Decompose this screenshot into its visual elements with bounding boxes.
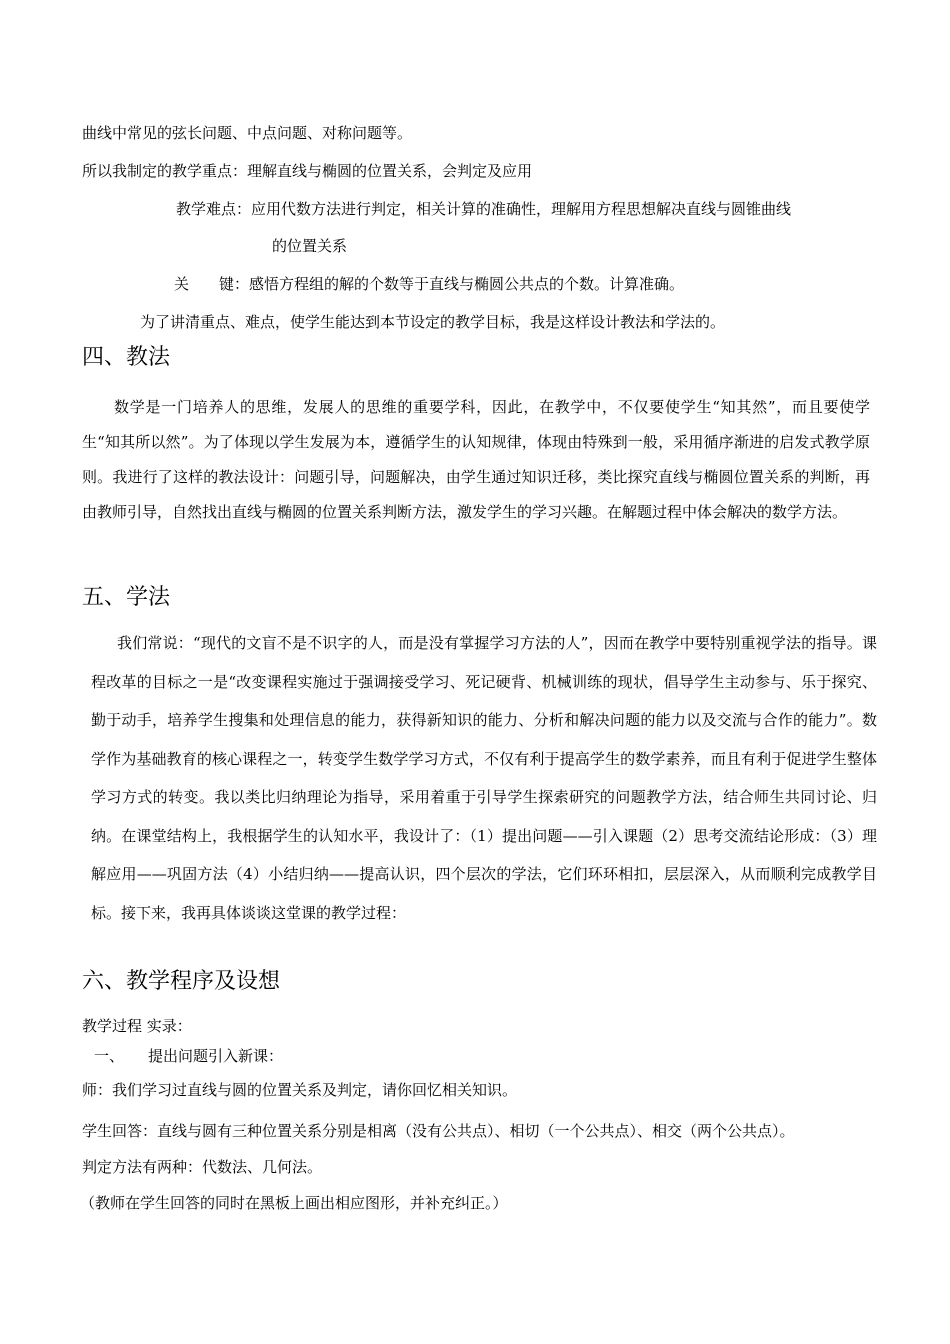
- section-4-title: 四、教法: [82, 345, 171, 370]
- key-text: 感悟方程组的解的个数等于直线与椭圆公共点的个数。计算准确。: [249, 275, 685, 293]
- process-label: 教学过程 实录：: [82, 1017, 192, 1035]
- key-label: 关 键：: [174, 275, 250, 293]
- difficulty-line-2: 的位置关系: [272, 237, 348, 255]
- step-1-text: 提出问题引入新课：: [148, 1047, 284, 1065]
- section-6-title: 六、教学程序及设想: [82, 969, 281, 994]
- difficulty-line-1: 教学难点：应用代数方法进行判定，相关计算的准确性，理解用方程思想解决直线与圆锥曲线: [176, 200, 792, 218]
- key-line: [174, 274, 684, 294]
- student-answer-line-2: 判定方法有两种：代数法、几何法。: [82, 1158, 323, 1176]
- transition-line: 为了讲清重点、难点，使学生能达到本节设定的教学目标，我是这样设计教法和学法的。: [140, 313, 726, 331]
- step-1-number: 一、: [94, 1047, 125, 1065]
- section-4-body: 数学是一门培养人的思维，发展人的思维的重要学科，因此，在教学中，不仅要使学生“知其然”，而且要使学生“知其所以然”。为了体现以学生发展为本，遵循学生的认知规律，体现由特殊到一般，采用循序渐进的启发式教学原则。我进行了这样的教法设计：问题引导，问题解决，由学生通过知识迁移，类比探究直线与椭圆位置关系的判断，再由教师引导，自然找出直线与椭圆的位置关系判断方法，激发学生的学习兴趣。在解题过程中体会解决的数学方法。: [82, 398, 870, 521]
- student-answer-line-1: 学生回答：直线与圆有三种位置关系分别是相离（没有公共点）、相切（一个公共点）、相交（两个公共点）。: [82, 1122, 795, 1140]
- step-1: [94, 1046, 283, 1066]
- section-5-title: 五、学法: [82, 585, 171, 610]
- key-point-line: 所以我制定的教学重点：理解直线与椭圆的位置关系，会判定及应用: [82, 162, 533, 180]
- teacher-note: （教师在学生回答的同时在黑板上画出相应图形，并补充纠正。）: [80, 1194, 508, 1212]
- intro-line: 曲线中常见的弦长问题、中点问题、对称问题等。: [82, 124, 413, 142]
- section-5-body: 我们常说：“现代的文盲不是不识字的人，而是没有掌握学习方法的人”，因而在教学中要特别重视学法的指导。课程改革的目标之一是“改变课程实施过于强调接受学习、死记硬背、机械训练的现状，倡导学生主动参与、乐于探究、勤于动手，培养学生搜集和处理信息的能力，获得新知识的能力、分析和解决问题的能力以及交流与合作的能力”。数学作为基础教育的核心课程之一，转变学生数学学习方式，不仅有利于提高学生的数学素养，而且有利于促进学生整体学习方式的转变。我以类比归纳理论为指导，采用着重于引导学生探索研究的问题教学方法，结合师生共同讨论、归纳。在课堂结构上，我根据学生的认知水平，我设计了：（1）提出问题——引入课题（2）思考交流结论形成：（3）理解应用——巩固方法（4）小结归纳——提高认识，四个层次的学法，它们环环相扣，层层深入，从而顺利完成教学目标。接下来，我再具体谈谈这堂课的教学过程：: [91, 634, 877, 922]
- teacher-line: 师：我们学习过直线与圆的位置关系及判定，请你回忆相关知识。: [82, 1081, 518, 1099]
